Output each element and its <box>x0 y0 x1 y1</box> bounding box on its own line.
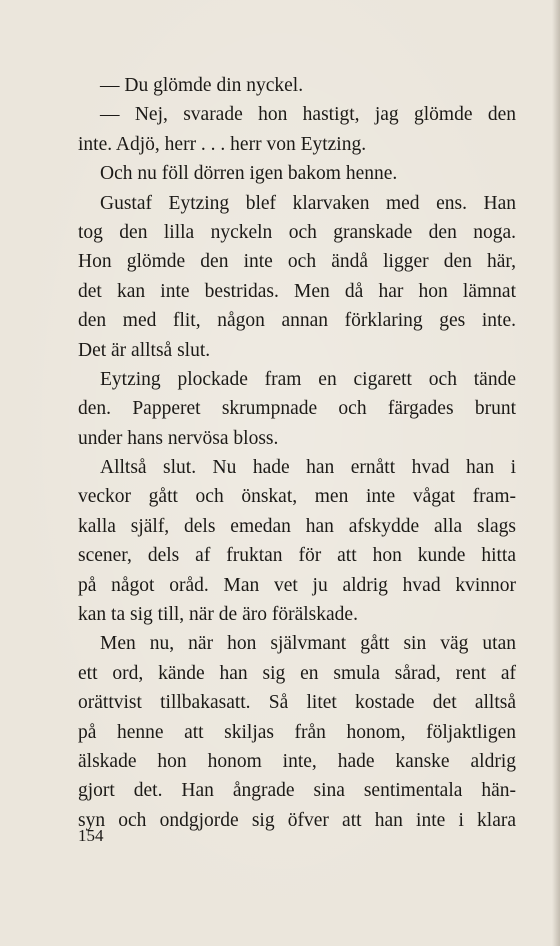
text-line: orättvist tillbakasatt. Så litet kostade det alltså <box>78 692 516 714</box>
text-line: Det är alltså slut. <box>78 339 211 361</box>
text-line: Eytzing plockade fram en cigarett och tände <box>100 368 516 390</box>
text-line: tog den lilla nyckeln och granskade den noga. <box>78 221 516 243</box>
text-line: veckor gått och önskat, men inte vågat fram- <box>78 486 516 508</box>
text-line: syn och ondgjorde sig öfver att han inte i klara <box>78 809 516 831</box>
text-line: på något oråd. Man vet ju aldrig hvad kvinnor <box>78 574 516 596</box>
text-line: — Nej, svarade hon hastigt, jag glömde den <box>100 104 516 126</box>
text-line: den. Papperet skrumpnade och färgades brunt <box>78 398 516 420</box>
text-line: kan ta sig till, när de äro förälskade. <box>78 604 358 626</box>
text-line: Alltså slut. Nu hade han ernått hvad han i <box>100 457 516 479</box>
page-edge-shadow <box>552 0 560 946</box>
text-line: Gustaf Eytzing blef klarvaken med ens. Han <box>100 192 516 214</box>
text-line: — Du glömde din nyckel. <box>100 75 304 96</box>
text-line: gjort det. Han ångrade sina sentimentala hän- <box>78 780 516 802</box>
body-text <box>78 71 516 835</box>
text-line: det kan inte bestridas. Men då har hon lämnat <box>78 280 516 302</box>
text-line: ett ord, kände han sig en smula sårad, rent af <box>78 662 516 684</box>
text-line: älskade hon honom inte, hade kanske aldrig <box>78 750 516 772</box>
text-line: Hon glömde den inte och ändå ligger den här, <box>78 251 516 273</box>
text-line: inte. Adjö, herr . . . herr von Eytzing. <box>78 133 367 155</box>
text-line: Men nu, när hon självmant gått sin väg utan <box>100 633 516 655</box>
text-line: kalla själf, dels emedan han afskydde alla slags <box>78 515 516 537</box>
text-line: den med flit, någon annan förklaring ges inte. <box>78 310 516 332</box>
text-line: under hans nervösa bloss. <box>78 427 279 449</box>
page-number: 154 <box>78 826 104 845</box>
text-line: scener, dels af fruktan för att hon kunde hitta <box>78 545 516 567</box>
text-line: Och nu föll dörren igen bakom henne. <box>100 163 398 185</box>
text-line: på henne att skiljas från honom, följaktligen <box>78 721 516 743</box>
